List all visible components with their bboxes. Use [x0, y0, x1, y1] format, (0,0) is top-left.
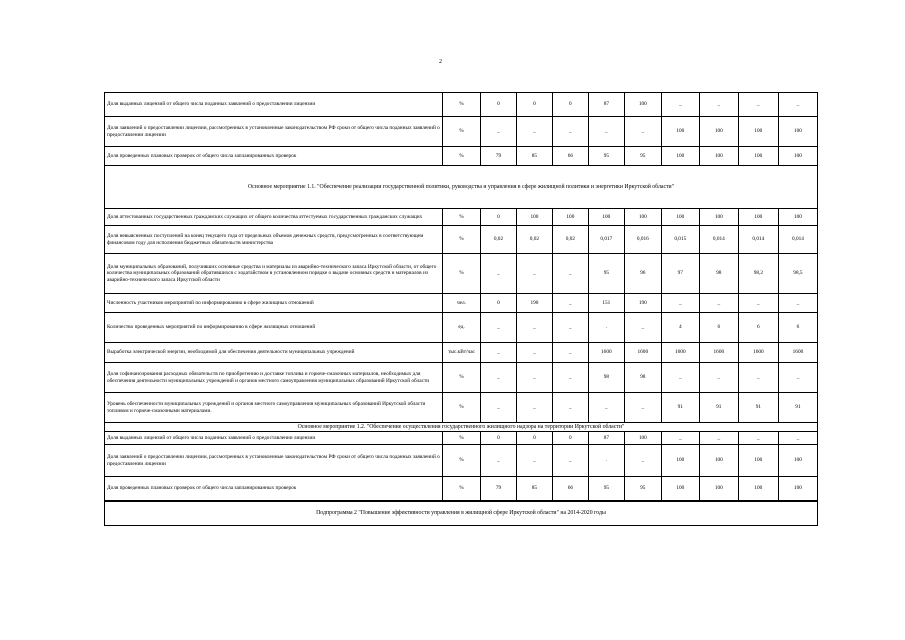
footer-row	[105, 502, 818, 526]
indicator-value: 100	[699, 477, 738, 501]
indicator-value: _	[516, 313, 552, 343]
indicator-name: Доля выданных лицензий от общего числа поданных заявлений о предоставлении лицензии	[105, 432, 443, 445]
indicator-value: 0,015	[661, 226, 699, 254]
table-row	[105, 117, 818, 147]
indicator-value: _	[588, 117, 624, 147]
indicators-table-body	[105, 93, 818, 501]
indicator-name: Доля заявлений о предоставлении лицензии, рассмотренных в установленные законодательством РФ сроки от общего числа поданных заявлений о предоставлении лицензии	[105, 445, 443, 477]
section-heading: Основное мероприятие 1.2. "Обеспечение осуществления государственного жилищного надзора на территории Иркутской области"	[105, 423, 818, 432]
indicator-name: Доля софинансирования расходных обязательств по приобретению и доставке топлива и горюче-смазочных материалов, необходимых для обеспечения деятельности муниципальных учреждений и органов местного самоуправления муниципальных образований Иркутской области	[105, 363, 443, 393]
indicator-value: 1600	[738, 343, 778, 363]
indicator-value: _	[778, 432, 817, 445]
indicator-value: _	[552, 445, 588, 477]
indicator-value: _	[552, 313, 588, 343]
table-row	[105, 294, 818, 313]
indicator-value: _	[481, 363, 517, 393]
indicator-value: _	[699, 294, 738, 313]
indicator-value: 100	[661, 209, 699, 226]
indicator-value: 6	[699, 313, 738, 343]
indicator-value: _	[481, 313, 517, 343]
indicator-value: _	[624, 117, 661, 147]
indicator-unit: %	[443, 477, 481, 501]
indicator-value: _	[552, 393, 588, 423]
indicator-value: _	[738, 294, 778, 313]
indicator-value: _	[516, 363, 552, 393]
indicator-value: 0,014	[738, 226, 778, 254]
indicator-value: _	[661, 93, 699, 117]
indicator-name: Количество проведенных мероприятий по информированию в сфере жилищных отношений	[105, 313, 443, 343]
indicator-value: 0,02	[481, 226, 517, 254]
indicator-value: 0	[552, 93, 588, 117]
indicator-value: 98	[588, 363, 624, 393]
indicator-value: 0	[481, 294, 517, 313]
indicators-document	[104, 92, 818, 526]
indicator-value: _	[481, 393, 517, 423]
indicator-value: _	[699, 93, 738, 117]
indicator-value: 4	[661, 313, 699, 343]
indicator-value: _	[778, 363, 817, 393]
indicator-value: 91	[738, 393, 778, 423]
indicator-value: 98,5	[778, 254, 817, 294]
indicator-value: 100	[699, 445, 738, 477]
indicator-value: 79	[481, 147, 517, 166]
table-row	[105, 432, 818, 445]
indicator-value: 6	[778, 313, 817, 343]
indicator-value: .	[588, 445, 624, 477]
indicator-value: 100	[661, 445, 699, 477]
indicator-value: 0,014	[699, 226, 738, 254]
indicator-value: _	[699, 363, 738, 393]
indicator-value: 0	[481, 432, 517, 445]
indicator-value: 100	[552, 209, 588, 226]
indicator-value: 0,02	[552, 226, 588, 254]
indicator-name: Доля выданных лицензий от общего числа поданных заявлений о предоставлении лицензии	[105, 93, 443, 117]
indicator-value: 97	[661, 254, 699, 294]
indicator-value: 100	[738, 147, 778, 166]
indicator-value: 0	[516, 432, 552, 445]
indicator-unit: %	[443, 117, 481, 147]
table-row	[105, 313, 818, 343]
indicator-value: _	[481, 254, 517, 294]
indicator-value: _	[661, 363, 699, 393]
indicator-value: _	[516, 393, 552, 423]
indicator-value: 100	[778, 477, 817, 501]
indicator-unit: %	[443, 93, 481, 117]
indicator-unit: %	[443, 432, 481, 445]
indicator-value: _	[661, 432, 699, 445]
indicator-value: 87	[588, 432, 624, 445]
indicator-name: Доля проведенных плановых проверок от общего числа запланированных проверок	[105, 477, 443, 501]
indicator-value: 96	[624, 254, 661, 294]
indicator-value: _	[778, 294, 817, 313]
indicator-value: 0	[481, 93, 517, 117]
indicator-value: 100	[738, 117, 778, 147]
indicator-value: _	[516, 445, 552, 477]
indicator-name: Уровень обеспеченности муниципальных учреждений и органов местного самоуправления муниципальных образований Иркутской области топливом и горюче-смазочными материалами.	[105, 393, 443, 423]
indicator-unit: ед.	[443, 313, 481, 343]
indicator-value: 190	[516, 294, 552, 313]
indicator-value: 95	[588, 147, 624, 166]
indicator-value: 95	[588, 254, 624, 294]
indicator-value: 100	[699, 147, 738, 166]
indicator-value: 95	[624, 147, 661, 166]
indicator-value: _	[588, 393, 624, 423]
indicators-table	[104, 92, 818, 501]
table-row	[105, 226, 818, 254]
indicator-value: 1600	[699, 343, 738, 363]
indicator-value: 0,02	[516, 226, 552, 254]
indicator-value: _	[481, 117, 517, 147]
indicator-value: 0,017	[588, 226, 624, 254]
table-row	[105, 363, 818, 393]
indicator-value: _	[516, 117, 552, 147]
indicator-value: 0	[481, 209, 517, 226]
indicator-value: 98	[624, 363, 661, 393]
indicator-value: 100	[778, 209, 817, 226]
indicator-unit: %	[443, 363, 481, 393]
indicator-unit: %	[443, 445, 481, 477]
indicator-value: _	[624, 445, 661, 477]
indicator-name: Доля невыясненных поступлений на конец текущего года от предельных объемов денежных средств, предусмотренных в соответствующем финансовом году для исполнения бюджетных обязательств министерства	[105, 226, 443, 254]
indicator-value: 100	[778, 147, 817, 166]
section-heading: Основное мероприятие 1.1. "Обеспечение реализации государственной политики, руководства и управления в сфере жилищной политики и энергетики Иркутской области"	[105, 166, 818, 209]
indicator-value: _	[516, 254, 552, 294]
table-row	[105, 93, 818, 117]
indicator-value: _	[552, 363, 588, 393]
indicator-value: 1600	[588, 343, 624, 363]
indicator-unit: %	[443, 393, 481, 423]
indicator-value: 0	[552, 432, 588, 445]
indicator-value: 66	[552, 477, 588, 501]
footer-table	[104, 501, 818, 526]
indicator-name: Выработка электрической энергии, необходимой для обеспечения деятельности муниципальных учреждений	[105, 343, 443, 363]
indicator-value: 91	[661, 393, 699, 423]
indicator-value: 100	[661, 147, 699, 166]
indicator-value: 1600	[661, 343, 699, 363]
indicator-value: _	[778, 93, 817, 117]
indicator-value: 100	[588, 209, 624, 226]
subprogram-title: Подпрограмма 2 "Повышение эффективности управления в жилищной сфере Иркутской области" на 2014-2020 годы	[105, 502, 818, 526]
table-row	[105, 147, 818, 166]
indicator-value: 1600	[778, 343, 817, 363]
indicator-value: 6	[738, 313, 778, 343]
indicator-name: Численность участников мероприятий по информированию в сфере жилищных отношений	[105, 294, 443, 313]
indicator-value: _	[481, 343, 517, 363]
indicator-value: 95	[624, 477, 661, 501]
indicator-value: _	[661, 294, 699, 313]
table-row	[105, 343, 818, 363]
indicator-value: 0	[516, 93, 552, 117]
indicator-value: 85	[516, 147, 552, 166]
indicator-name: Доля проведенных плановых проверок от общего числа запланированных проверок	[105, 147, 443, 166]
indicator-value: 100	[624, 432, 661, 445]
indicator-unit: тыс.кВт/час	[443, 343, 481, 363]
indicator-value: _	[738, 363, 778, 393]
page-number: 2	[439, 59, 442, 65]
indicator-value: 98,2	[738, 254, 778, 294]
table-row	[105, 393, 818, 423]
indicator-unit: чел.	[443, 294, 481, 313]
indicator-unit: %	[443, 226, 481, 254]
table-row	[105, 254, 818, 294]
indicator-value: 66	[552, 147, 588, 166]
indicator-value: 100	[661, 117, 699, 147]
indicator-name: Доля аттестованных государственных гражданских служащих от общего количества аттестуемых государственных гражданских служащих	[105, 209, 443, 226]
table-row	[105, 445, 818, 477]
indicator-name: Доля муниципальных образований, получивших основные средства и материалы из аварийно-технического запаса Иркутской области, от общего количества муниципальных образований обратившихся с ходатайством в установленном порядке о выдаче основных средств и материалов из аварийно-технического запаса Иркутской области	[105, 254, 443, 294]
indicator-value: 100	[738, 445, 778, 477]
indicator-value: 85	[516, 477, 552, 501]
indicator-value: 0,016	[624, 226, 661, 254]
indicator-value: _	[738, 93, 778, 117]
indicator-unit: %	[443, 209, 481, 226]
indicator-value: 0,014	[778, 226, 817, 254]
indicator-value: 100	[624, 209, 661, 226]
indicator-value: _	[624, 313, 661, 343]
indicator-value: 100	[778, 117, 817, 147]
indicator-value: 100	[624, 93, 661, 117]
indicator-value: 79	[481, 477, 517, 501]
indicator-value: .	[588, 313, 624, 343]
indicator-value: _	[516, 343, 552, 363]
indicator-value: 100	[699, 209, 738, 226]
indicator-value: _	[624, 393, 661, 423]
indicator-unit: %	[443, 254, 481, 294]
indicator-value: _	[481, 445, 517, 477]
indicator-value: 100	[661, 477, 699, 501]
indicator-value: _	[552, 254, 588, 294]
indicator-value: 100	[738, 209, 778, 226]
indicator-value: 98	[699, 254, 738, 294]
section-heading-row	[105, 423, 818, 432]
indicator-value: 151	[588, 294, 624, 313]
indicator-value: 100	[778, 445, 817, 477]
indicator-value: 100	[738, 477, 778, 501]
table-row	[105, 477, 818, 501]
section-heading-row	[105, 166, 818, 209]
indicator-value: 87	[588, 93, 624, 117]
indicator-name: Доля заявлений о предоставлении лицензии, рассмотренных в установленные законодательством РФ сроки от общего числа поданных заявлений о предоставлении лицензии	[105, 117, 443, 147]
indicator-value: 1600	[624, 343, 661, 363]
indicator-value: _	[738, 432, 778, 445]
indicator-value: _	[552, 294, 588, 313]
indicator-value: _	[552, 343, 588, 363]
table-row	[105, 209, 818, 226]
indicator-value: 100	[516, 209, 552, 226]
indicator-value: 95	[588, 477, 624, 501]
indicator-unit: %	[443, 147, 481, 166]
indicator-value: _	[699, 432, 738, 445]
indicator-value: _	[552, 117, 588, 147]
indicator-value: 100	[699, 117, 738, 147]
indicator-value: 91	[778, 393, 817, 423]
indicator-value: 91	[699, 393, 738, 423]
indicator-value: 190	[624, 294, 661, 313]
